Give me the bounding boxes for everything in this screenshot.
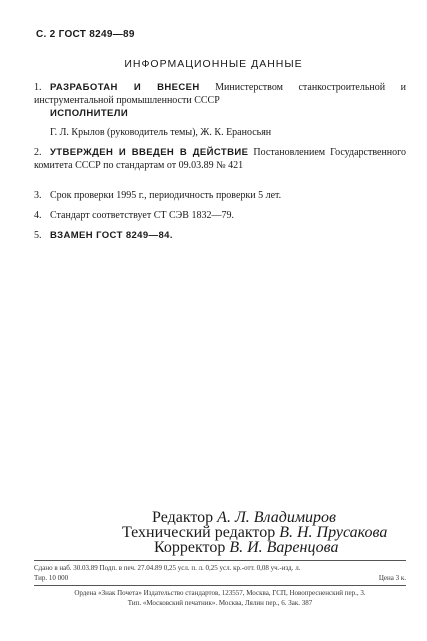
corrector-credit: [154, 539, 339, 557]
item-number: 5.: [34, 230, 42, 241]
publisher-line: Ордена «Знак Почета» Издательство стандартов, 123557, Москва, ГСП, Новопресненский пер., 3.: [74, 589, 366, 597]
tech-editor-role: Технический редактор: [122, 524, 276, 541]
executors-heading: [34, 108, 422, 121]
item-heading: ИСПОЛНИТЕЛИ: [50, 108, 129, 119]
item-number: 1.: [34, 82, 42, 93]
info-item-5: [34, 230, 406, 243]
price: Цена 3 к.: [378, 574, 406, 582]
item-heading: ВЗАМЕН ГОСТ 8249—84.: [50, 230, 173, 241]
info-item-1: [34, 82, 406, 107]
item-text: Срок проверки 1995 г., периодичность проверки 5 лет.: [50, 190, 282, 201]
imprint-line-1: Сдано в наб. 30.03.89 Подп. в печ. 27.04.89 0,25 усл. п. л. 0,25 усл. кр.-отт. 0,08 уч.-изд. л.: [34, 564, 301, 572]
item-heading: УТВЕРЖДЕН И ВВЕДЕН В ДЕЙСТВИЕ: [50, 147, 249, 158]
print-run: Тир. 10 000: [34, 574, 69, 582]
corrector-role: Корректор: [154, 539, 226, 556]
editor-name: А. Л. Владимиров: [217, 509, 336, 526]
item-number: 4.: [34, 210, 42, 221]
printer-line: Тип. «Московский печатник». Москва, Лялин пер., 6. Зак. 387: [127, 599, 313, 607]
imprint-top-rule: [34, 560, 406, 561]
item-text: Г. Л. Крылов (руководитель темы), Ж. К. Ераносьян: [50, 127, 272, 138]
page-header: С. 2 ГОСТ 8249—89: [36, 29, 135, 40]
item-text: Министерством станкостроительной и инструментальной промышленности СССР: [34, 82, 406, 106]
info-item-2: [34, 147, 406, 172]
item-text: Стандарт соответствует СТ СЭВ 1832—79.: [50, 210, 234, 221]
imprint-bottom-rule: [34, 585, 406, 586]
page-title: ИНФОРМАЦИОННЫЕ ДАННЫЕ: [124, 58, 303, 70]
info-item-3: [34, 190, 406, 203]
item-number: 3.: [34, 190, 42, 201]
corrector-name: В. И. Варенцова: [229, 539, 339, 556]
info-item-4: [34, 210, 406, 223]
item-number: 2.: [34, 147, 42, 158]
imprint-line-2: [34, 573, 406, 583]
editor-role: Редактор: [152, 509, 214, 526]
item-heading: РАЗРАБОТАН И ВНЕСЕН: [50, 82, 200, 93]
tech-editor-name: В. Н. Прусакова: [279, 524, 388, 541]
item-text: Постановлением Государственного комитета СССР по стандартам от 09.03.89 № 421: [34, 147, 406, 171]
executors-names: [34, 127, 422, 140]
